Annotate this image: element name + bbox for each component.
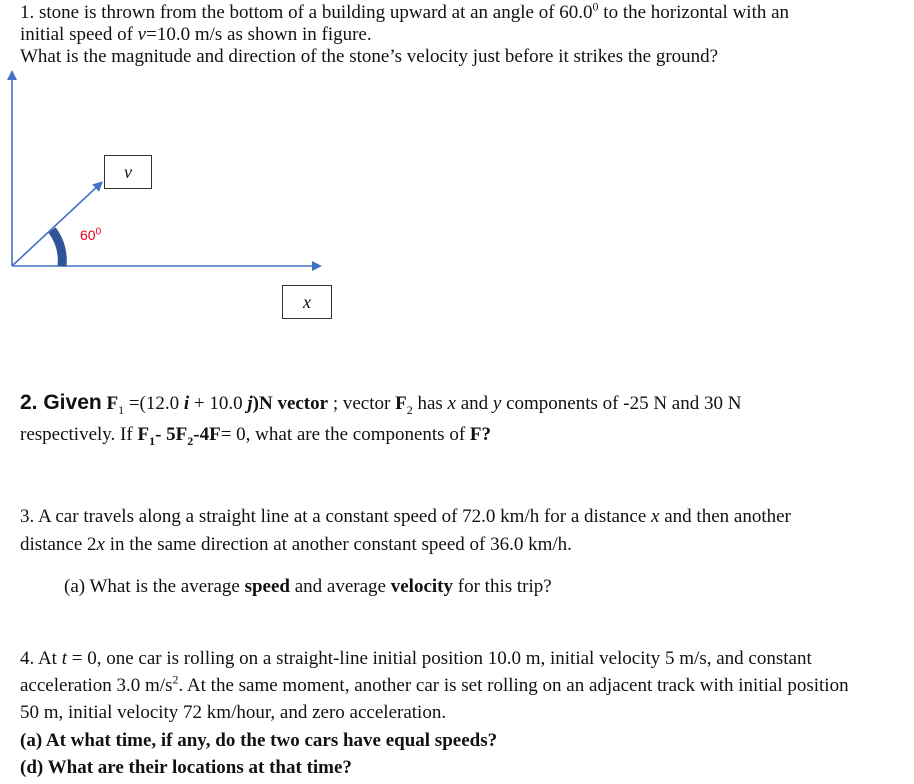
q2-rest2: has (412, 393, 448, 414)
q1-line2-a: initial speed of (20, 24, 138, 45)
q4-line2-b: . At the same moment, another car is set rolling on an adjacent track with initial position (178, 675, 849, 696)
q3-line2 (20, 534, 572, 556)
q3-and-avg: and average (290, 576, 391, 597)
q1-line1-text: 1. stone is thrown from the bottom of a building upward at an angle of 60.0 (20, 2, 593, 23)
q2-eq-end: -4F (193, 424, 221, 445)
q2-and: and (455, 393, 493, 414)
q1-line2 (20, 24, 372, 46)
q2-plus: + 10.0 (189, 393, 248, 414)
q3-line1-a: 3. A car travels along a straight line at a constant speed of 72.0 km/h for a distance (20, 506, 652, 527)
q2-f1: F (101, 393, 119, 414)
q2-F: F? (469, 424, 492, 445)
q4-line1 (20, 648, 812, 670)
q1-v-symbol: v (137, 24, 147, 45)
v-label-box (104, 155, 152, 189)
q2-f2: F (395, 393, 407, 414)
q2-f1-sub: 1 (118, 402, 125, 417)
velocity-vector (12, 184, 100, 266)
q3-line1-b: and then another (659, 506, 791, 527)
q2-f1-eq: =(12.0 (124, 393, 184, 414)
q3-end: for this trip? (453, 576, 552, 597)
q2-line2-a: respectively. If (20, 424, 138, 445)
q2-i-hat: i (183, 393, 190, 414)
angle-arc (52, 230, 62, 266)
q4-t: t (61, 648, 67, 669)
x-label-box (282, 285, 332, 319)
q2-number: 2. Given (20, 391, 102, 414)
q2-rest1: ; vector (328, 393, 396, 414)
q4-line1-a: 4. At (20, 648, 62, 669)
q3-speed: speed (244, 576, 290, 597)
q2-j-hat: j (247, 393, 253, 414)
q2-line2 (20, 424, 491, 446)
q3-part-a (64, 576, 552, 598)
q2-f2-sub: 2 (406, 402, 413, 417)
q3-part-a-text: (a) What is the average (64, 576, 245, 597)
angle-value: 60 (80, 227, 96, 243)
q3-line2-a: distance 2 (20, 534, 97, 555)
q3-line1 (20, 506, 791, 528)
angle-degree-sup: 0 (95, 226, 102, 238)
q4-line2-sup: 2 (172, 672, 179, 687)
q1-degree-sup: 0 (592, 0, 599, 14)
q1-line3: What is the magnitude and direction of the stone’s velocity just before it strikes the ground? (20, 46, 719, 67)
q2-eq-mid: - 5F (155, 424, 188, 445)
q1-line1 (20, 2, 789, 24)
q1-line2-b: =10.0 m/s as shown in figure. (146, 24, 372, 45)
q4-part-d: (d) What are their locations at that time? (20, 757, 352, 778)
v-label: v (124, 162, 132, 182)
q3-line2-b: in the same direction at another constant speed of 36.0 km/h. (104, 534, 572, 555)
q2-x: x (447, 393, 456, 414)
q1-line1-end: to the horizontal with an (598, 2, 790, 23)
q2-y: y (492, 393, 502, 414)
x-label: x (303, 292, 311, 312)
q3-x: x (651, 506, 660, 527)
q4-line2-a: acceleration 3.0 m/s (20, 675, 173, 696)
angle-label (80, 227, 101, 243)
q2-line1 (20, 392, 741, 415)
projectile-figure (0, 60, 360, 330)
q4-part-a: (a) At what time, if any, do the two cars have equal speeds? (20, 730, 498, 751)
q3-velocity: velocity (390, 576, 454, 597)
q2-rest3: components of -25 N and 30 N (501, 393, 742, 414)
q2-n-vector: )N vector (252, 393, 329, 414)
q2-eq-f1-sub: 1 (149, 433, 156, 448)
q4-line2 (20, 672, 849, 697)
q2-eq-f1: F (137, 424, 150, 445)
q4-line1-b: = 0, one car is rolling on a straight-line initial position 10.0 m, initial velocity 5 m/s, and constant (66, 648, 812, 669)
q4-line3: 50 m, initial velocity 72 km/hour, and zero acceleration. (20, 702, 447, 723)
q3-x2: x (96, 534, 105, 555)
q2-eq-f2-sub: 2 (187, 433, 194, 448)
q2-eq-zero: = 0, what are the components of (220, 424, 470, 445)
